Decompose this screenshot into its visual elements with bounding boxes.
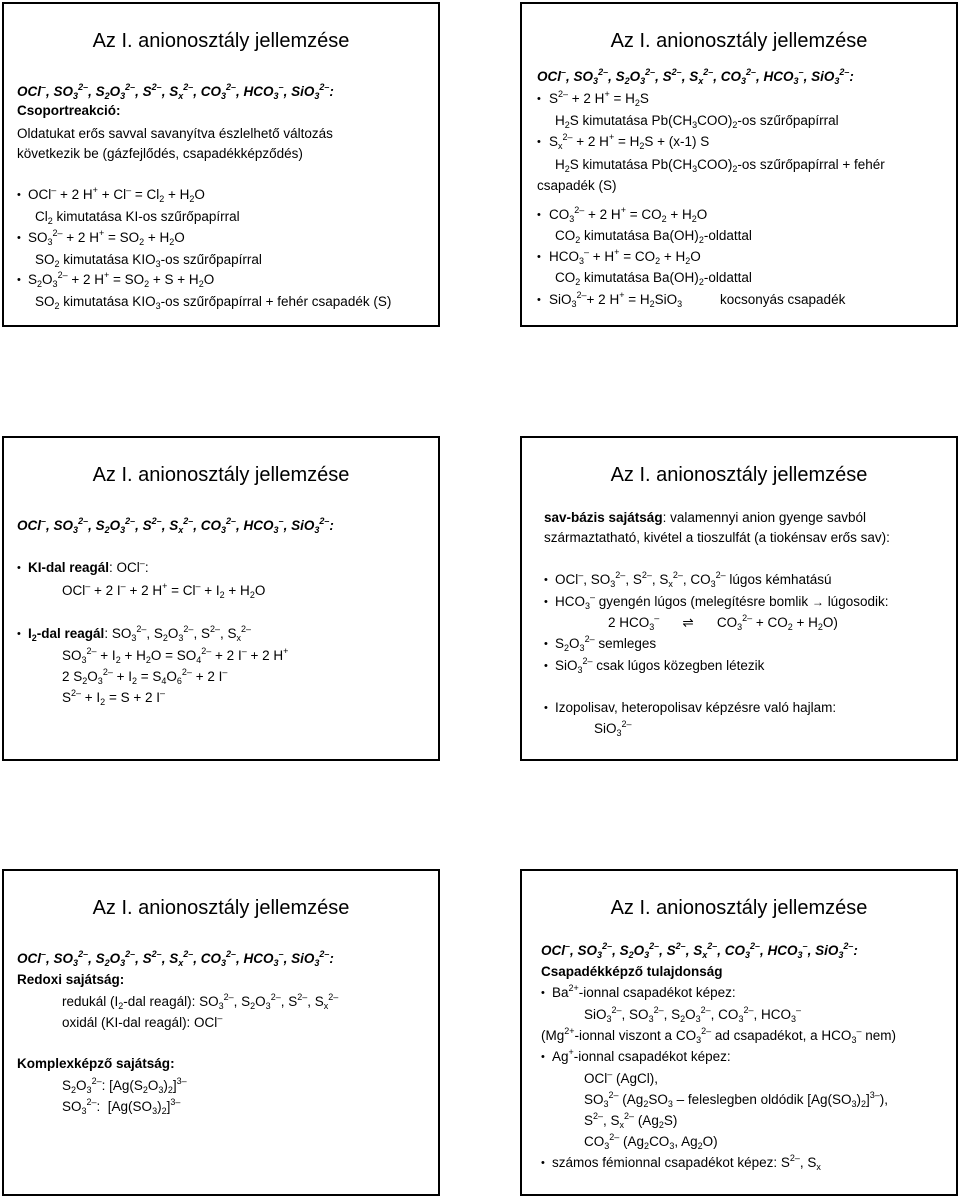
savbazis-line-1: sav-bázis sajátság: valamennyi anion gyenge savból: [544, 510, 866, 525]
note-csapadek-s: csapadék (S): [537, 178, 617, 193]
bullet-icon: •: [544, 702, 548, 714]
note-h2s-1: $H_2S$ kimutatása $Pb(CH_3COO)_2-os$ szűrőpapírral: [555, 113, 839, 130]
bullet-icon: •: [537, 93, 541, 105]
slide-6: [520, 869, 958, 1196]
group-reaction-heading: Csoportreakció:: [17, 103, 121, 118]
slide-title: Az I. anionosztály jellemzése: [610, 897, 868, 919]
bullet-icon: •: [17, 562, 21, 574]
slide-title: Az I. anionosztály jellemzése: [92, 464, 350, 486]
komplex-heading: Komplexképző sajátság:: [17, 1056, 175, 1071]
bullet-icon: •: [17, 628, 21, 640]
savbazis-line-2: származtatható, kivétel a tioszulfát (a tiokénsav erős sav):: [544, 530, 890, 545]
reaction-hco3: $HCO_3^- + H^+ = CO_2 + H_2O$: [549, 247, 701, 266]
ag-line: Ag+-ionnal csapadékot képez:: [552, 1047, 731, 1064]
komplex-s2o3: $S_2O_3^{2-}$: $[Ag(S_2O_3)_2]^{3-}$: [62, 1076, 187, 1095]
oxidal-line: oxidál (KI-dal reagál): OCl–: [62, 1013, 223, 1030]
izopoli-line: Izopolisav, heteropolisav képzésre való hajlam:: [555, 700, 837, 715]
hco3-equilibrium: 2 $HCO_3^-$ ⇌ $CO_3^{2-} + CO_2 + H_2O$): [608, 613, 838, 632]
bullet-icon: •: [544, 660, 548, 672]
bullet-icon: •: [544, 638, 548, 650]
reaction-sio3: SiO$_3^{2-}$+ 2 $H^+ = H_2SiO_3$: [549, 290, 683, 309]
lugos-anions: OCl–, $SO_3^{2-}$, $S^{2-}$, $S_x^{2-}$, $CO_3^{2-}$ lúgos kémhatású: [555, 570, 832, 589]
bullet-icon: •: [537, 209, 541, 221]
note-so2-1: $SO_2$ kimutatása $KIO_3-os$ szűrőpapírral: [35, 252, 262, 269]
slide-title: Az I. anionosztály jellemzése: [92, 30, 350, 52]
anion-list: OCl–, $SO_3^{2-}$, $S_2O_3^{2-}$, $S^{2-}$, $S_x^{2-}$, $CO_3^{2-}$, $HCO_3^-$, SiO$_3^{2-}$:: [537, 67, 854, 86]
sio3-lugos: SiO$_3^{2-}$ csak lúgos közegben létezik: [555, 656, 765, 675]
mg-line: ($Mg^{2+}$-ionnal viszont a $CO_3^{2-}$ ad csapadékot, a $HCO_3^-$ nem): [541, 1026, 896, 1045]
reaction-s2o3: $S_2O_3^{2-} + 2$ $H^+ = SO_2 + S + H_2O$: [28, 270, 215, 289]
anion-list: OCl–, $SO_3^{2-}$, $S_2O_3^{2-}$, $S^{2-}$, $S_x^{2-}$, $CO_3^{2-}$, $HCO_3^-$, SiO$_3^{2-}$:: [17, 82, 334, 101]
bullet-icon: •: [537, 136, 541, 148]
anion-list: OCl–, $SO_3^{2-}$, $S_2O_3^{2-}$, $S^{2-}$, $S_x^{2-}$, $CO_3^{2-}$, $HCO_3^-$, SiO$_3^{2-}$:: [541, 941, 858, 960]
slide-2: [520, 2, 958, 327]
hco3-line: $HCO_3^-$ gyengén lúgos (melegítésre bomlik → lúgosodik:: [555, 592, 889, 611]
bullet-icon: •: [541, 1051, 545, 1063]
slide-title: Az I. anionosztály jellemzése: [92, 897, 350, 919]
ag-s: $S^{2-}$, $S_x^{2-}$ $(Ag_2S)$: [584, 1111, 678, 1130]
bullet-icon: •: [537, 251, 541, 263]
bullet-icon: •: [541, 1157, 545, 1169]
bullet-icon: •: [537, 294, 541, 306]
ba-line: $Ba^{2+}$-ionnal csapadékot képez:: [552, 983, 736, 1000]
reaction-s2: $S^{2-} + 2$ $H^+ = H_2S$: [549, 89, 649, 108]
ag-so3: $SO_3^{2-}$ ($Ag_2SO_3$ – feleslegben oldódik $[Ag(SO_3)_2]^{3-}$),: [584, 1090, 889, 1109]
ag-co3: $CO_3^{2-}$ ($Ag_2CO_3$, $Ag_2O$): [584, 1132, 718, 1151]
izopoli-sio3: SiO$_3^{2-}$: [594, 719, 632, 738]
ba-anions: SiO$_3^{2-}$, $SO_3^{2-}$, $S_2O_3^{2-}$, $CO_3^{2-}$, $HCO_3^-$: [584, 1005, 802, 1024]
bullet-icon: •: [544, 596, 548, 608]
csapadek-heading: Csapadékképző tulajdonság: [541, 964, 723, 979]
bullet-icon: •: [544, 574, 548, 586]
note-h2s-2: $H_2S$ kimutatása $Pb(CH_3COO)_2-os$ szűrőpapírral + fehér: [555, 157, 885, 174]
slide-1: [2, 2, 440, 327]
note-cl2: $Cl_2$ kimutatása KI-os szűrőpapírral: [35, 209, 240, 226]
bullet-icon: •: [17, 232, 21, 244]
reaction-i2-2: 2 $S_2O_3^{2-} + I_2 = S_4O_6^{2-} + 2$ I–: [62, 667, 228, 686]
reaction-i2-1: $SO_3^{2-} + I_2 + H_2O = SO_4^{2-} + 2$ I– + 2 H+: [62, 646, 289, 665]
note-co2-2: $CO_2$ kimutatása $Ba(OH)_2$-oldattal: [555, 270, 752, 287]
redukal-line: redukál ($I_2$-dal reagál): $SO_3^{2-}$, $S_2O_3^{2-}$, $S^{2-}$, $S_x^{2-}$: [62, 992, 339, 1011]
reaction-i2-3: $S^{2-} + I_2 = S + 2$ I–: [62, 688, 165, 707]
note-co2-1: $CO_2$ kimutatása $Ba(OH)_2$-oldattal: [555, 228, 752, 245]
ki-heading: KI-dal reagál: OCl–:: [28, 558, 149, 575]
note-so2-2: $SO_2$ kimutatása $KIO_3-os$ szűrőpapírral + fehér csapadék (S): [35, 294, 392, 311]
anion-list: OCl–, $SO_3^{2-}$, $S_2O_3^{2-}$, $S^{2-}$, $S_x^{2-}$, $CO_3^{2-}$, $HCO_3^-$, SiO$_3^{2-}$:: [17, 516, 334, 535]
ag-ocl: OCl– (AgCl),: [584, 1069, 659, 1086]
bullet-icon: •: [17, 189, 21, 201]
bullet-icon: •: [17, 274, 21, 286]
s2o3-semleges: $S_2O_3^{2-}$ semleges: [555, 634, 657, 653]
slide-title: Az I. anionosztály jellemzése: [610, 464, 868, 486]
komplex-so3: $SO_3^{2-}$: $[Ag(SO_3)_2]^{3-}$: [62, 1097, 181, 1116]
group-reaction-desc-1: Oldatukat erős savval savanyítva észlelhető változás: [17, 126, 333, 141]
i2-heading: $I_2$-dal reagál: $SO_3^{2-}$, $S_2O_3^{2-}$, $S^{2-}$, $S_x^{2-}$: [28, 624, 251, 643]
reaction-sx: $S_x^{2-} + 2$ $H^+ = H_2S + (x-1)$ S: [549, 132, 710, 151]
redoxi-heading: Redoxi sajátság:: [17, 972, 125, 987]
reaction-ki: OCl– + 2 I– + 2 $H^+ = Cl^- + I_2 + H_2O$: [62, 581, 266, 600]
slide-3: [2, 436, 440, 761]
slide-5: [2, 869, 440, 1196]
slide-4: [520, 436, 958, 761]
bullet-icon: •: [541, 987, 545, 999]
szamos-line: számos fémionnal csapadékot képez: $S^{2-}$, $S_x$: [552, 1153, 821, 1172]
group-reaction-desc-2: következik be (gázfejlődés, csapadékképződés): [17, 146, 303, 161]
reaction-co3: $CO_3^{2-} + 2$ $H^+ = CO_2 + H_2O$: [549, 205, 708, 224]
reaction-so3: $SO_3^{2-} + 2$ $H^+ = SO_2 + H_2O$: [28, 228, 185, 247]
anion-list: OCl–, $SO_3^{2-}$, $S_2O_3^{2-}$, $S^{2-}$, $S_x^{2-}$, $CO_3^{2-}$, $HCO_3^-$, SiO$_3^{2-}$:: [17, 949, 334, 968]
reaction-ocl: OCl– + 2 $H^+ + Cl^- = Cl_2 + H_2O$: [28, 185, 205, 204]
note-kocsonyas: kocsonyás csapadék: [720, 292, 846, 307]
slide-title: Az I. anionosztály jellemzése: [610, 30, 868, 52]
